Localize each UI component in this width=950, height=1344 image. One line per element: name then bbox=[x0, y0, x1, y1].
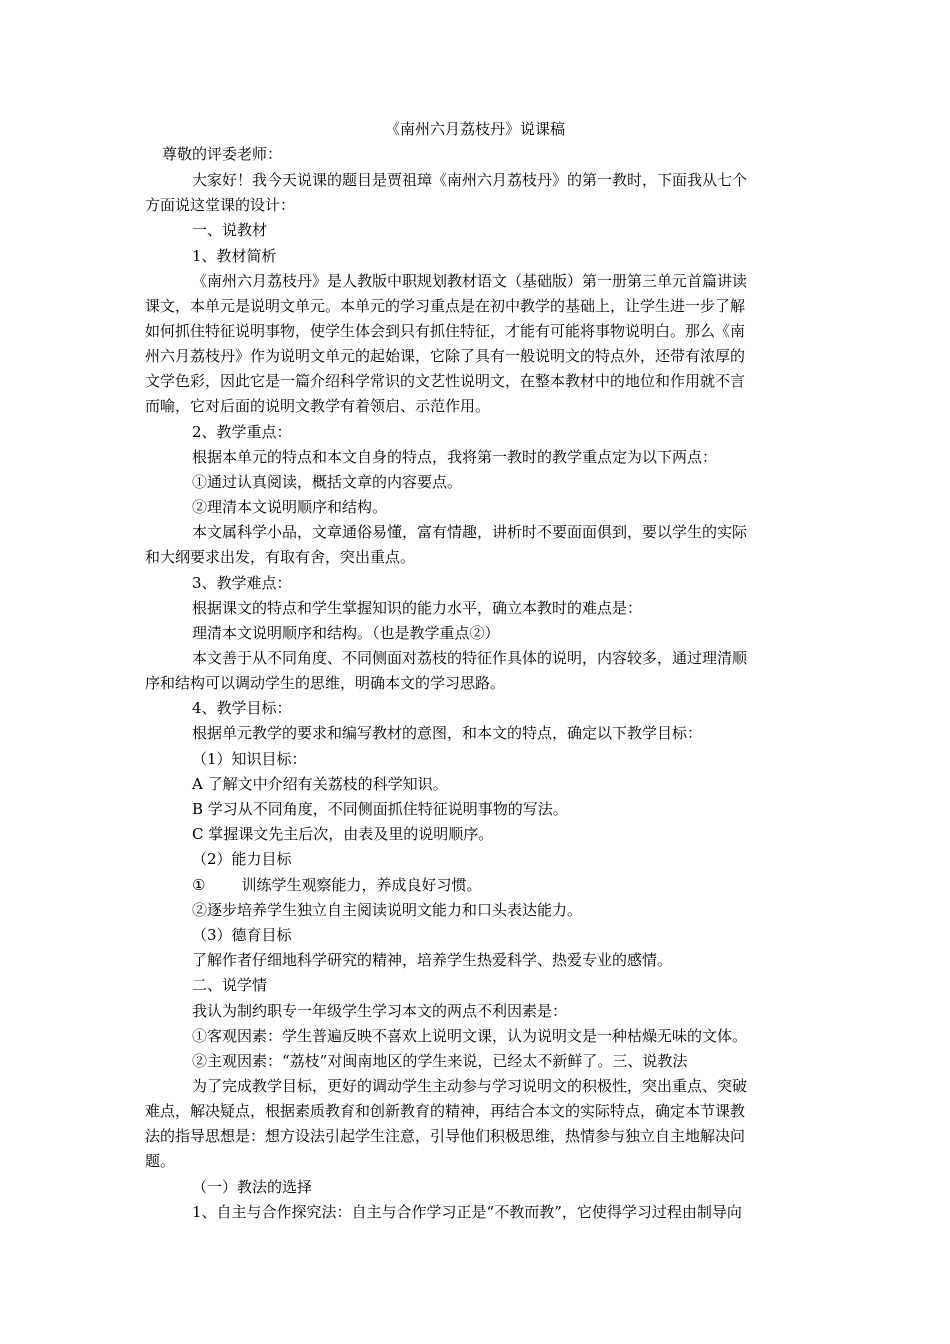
subsection-heading: （一）教法的选择 bbox=[192, 1178, 313, 1196]
goal-heading-moral: （3）德育目标 bbox=[192, 926, 292, 944]
paragraph-line: 根据课文的特点和学生掌握知识的能力水平，确立本教时的难点是： bbox=[192, 599, 643, 617]
paragraph-line: 为了完成教学目标，更好的调动学生主动参与学习说明文的积极性，突出重点、突破 bbox=[192, 1077, 748, 1095]
subsection-heading: 4、教学目标： bbox=[192, 699, 292, 717]
paragraph-line: 根据本单元的特点和本文自身的特点，我将第一教时的教学重点定为以下两点： bbox=[192, 448, 718, 466]
list-item: ②逐步培养学生独立自主阅读说明文能力和口头表达能力。 bbox=[192, 901, 583, 919]
paragraph-line: 我认为制约职专一年级学生学习本文的两点不利因素是： bbox=[192, 1002, 568, 1020]
greeting: 尊敬的评委老师： bbox=[162, 145, 283, 163]
subsection-heading: 3、教学难点： bbox=[192, 574, 292, 592]
list-item: B 学习从不同角度，不同侧面抓住特征说明事物的写法。 bbox=[192, 800, 568, 818]
goal-heading-ability: （2）能力目标 bbox=[192, 850, 292, 868]
paragraph-line: 如何抓住特征说明事物，使学生体会到只有抓住特征，才能有可能将事物说明白。那么《南 bbox=[145, 322, 746, 340]
paragraph-line: 根据单元教学的要求和编写教材的意图，和本文的特点，确定以下教学目标： bbox=[192, 724, 703, 742]
paragraph-line: 理清本文说明顺序和结构。（也是教学重点②） bbox=[192, 624, 500, 642]
list-item: C 掌握课文先主后次，由表及里的说明顺序。 bbox=[192, 825, 494, 843]
paragraph-line: 课文，本单元是说明文单元。本单元的学习重点是在初中教学的基础上，让学生进一步了解 bbox=[145, 297, 746, 315]
list-item bbox=[192, 875, 481, 895]
intro-line-1: 大家好！我今天说课的题目是贾祖璋《南州六月荔枝丹》的第一教时，下面我从七个 bbox=[192, 171, 748, 189]
paragraph-line: 州六月荔枝丹》作为说明文单元的起始课，它除了具有一般说明文的特点外，还带有浓厚的 bbox=[145, 347, 746, 365]
list-item: A 了解文中介绍有关荔枝的科学知识。 bbox=[192, 775, 448, 793]
document-title: 《南州六月荔枝丹》说课稿 bbox=[384, 120, 565, 138]
paragraph-line: 了解作者仔细地科学研究的精神，培养学生热爱科学、热爱专业的感情。 bbox=[192, 951, 673, 969]
paragraph-line: 而喻，它对后面的说明文教学有着领启、示范作用。 bbox=[145, 397, 491, 415]
paragraph-line: 1、自主与合作探究法：自主与合作学习正是“不教而教”，它使得学习过程由制导向 bbox=[192, 1203, 742, 1221]
list-item: ①客观因素：学生普遍反映不喜欢上说明文课，认为说明文是一种枯燥无味的文体。 bbox=[192, 1027, 748, 1045]
section-heading: 一、说教材 bbox=[192, 221, 268, 239]
paragraph-line: 法的指导思想是：想方设法引起学生注意，引导他们积极思维，热情参与独立自主地解决问 bbox=[145, 1127, 746, 1145]
paragraph-line: 文学色彩，因此它是一篇介绍科学常识的文艺性说明文，在整本教材中的地位和作用就不言 bbox=[145, 372, 746, 390]
list-item-text: 训练学生观察能力，养成良好习惯。 bbox=[241, 876, 482, 894]
list-item: ②主观因素：“荔枝”对闽南地区的学生来说，已经太不新鲜了。三、说教法 bbox=[192, 1052, 688, 1070]
paragraph-line: 题。 bbox=[145, 1152, 176, 1170]
paragraph-line: 本文善于从不同角度、不同侧面对荔枝的特征作具体的说明，内容较多，通过理清顺 bbox=[192, 649, 748, 667]
subsection-heading: 1、教材简析 bbox=[192, 247, 277, 265]
paragraph-line: 序和结构可以调动学生的思维，明确本文的学习思路。 bbox=[145, 674, 506, 692]
paragraph-line: 难点，解决疑点，根据素质教育和创新教育的精神，再结合本文的实际特点，确定本节课教 bbox=[145, 1102, 746, 1120]
list-item: ①通过认真阅读，概括文章的内容要点。 bbox=[192, 473, 463, 491]
list-item: ②理清本文说明顺序和结构。 bbox=[192, 498, 388, 516]
list-marker: ① bbox=[192, 876, 206, 894]
goal-heading-knowledge: （1）知识目标： bbox=[192, 750, 307, 768]
paragraph-line: 《南州六月荔枝丹》是人教版中职规划教材语文（基础版）第一册第三单元首篇讲读 bbox=[192, 272, 748, 290]
paragraph-line: 和大纲要求出发，有取有舍，突出重点。 bbox=[145, 548, 416, 566]
paragraph-line: 本文属科学小品，文章通俗易懂，富有情趣，讲析时不要面面俱到，要以学生的实际 bbox=[192, 523, 748, 541]
intro-line-2: 方面说这堂课的设计： bbox=[145, 196, 296, 214]
subsection-heading: 2、教学重点： bbox=[192, 423, 292, 441]
section-heading: 二、说学情 bbox=[192, 976, 268, 994]
